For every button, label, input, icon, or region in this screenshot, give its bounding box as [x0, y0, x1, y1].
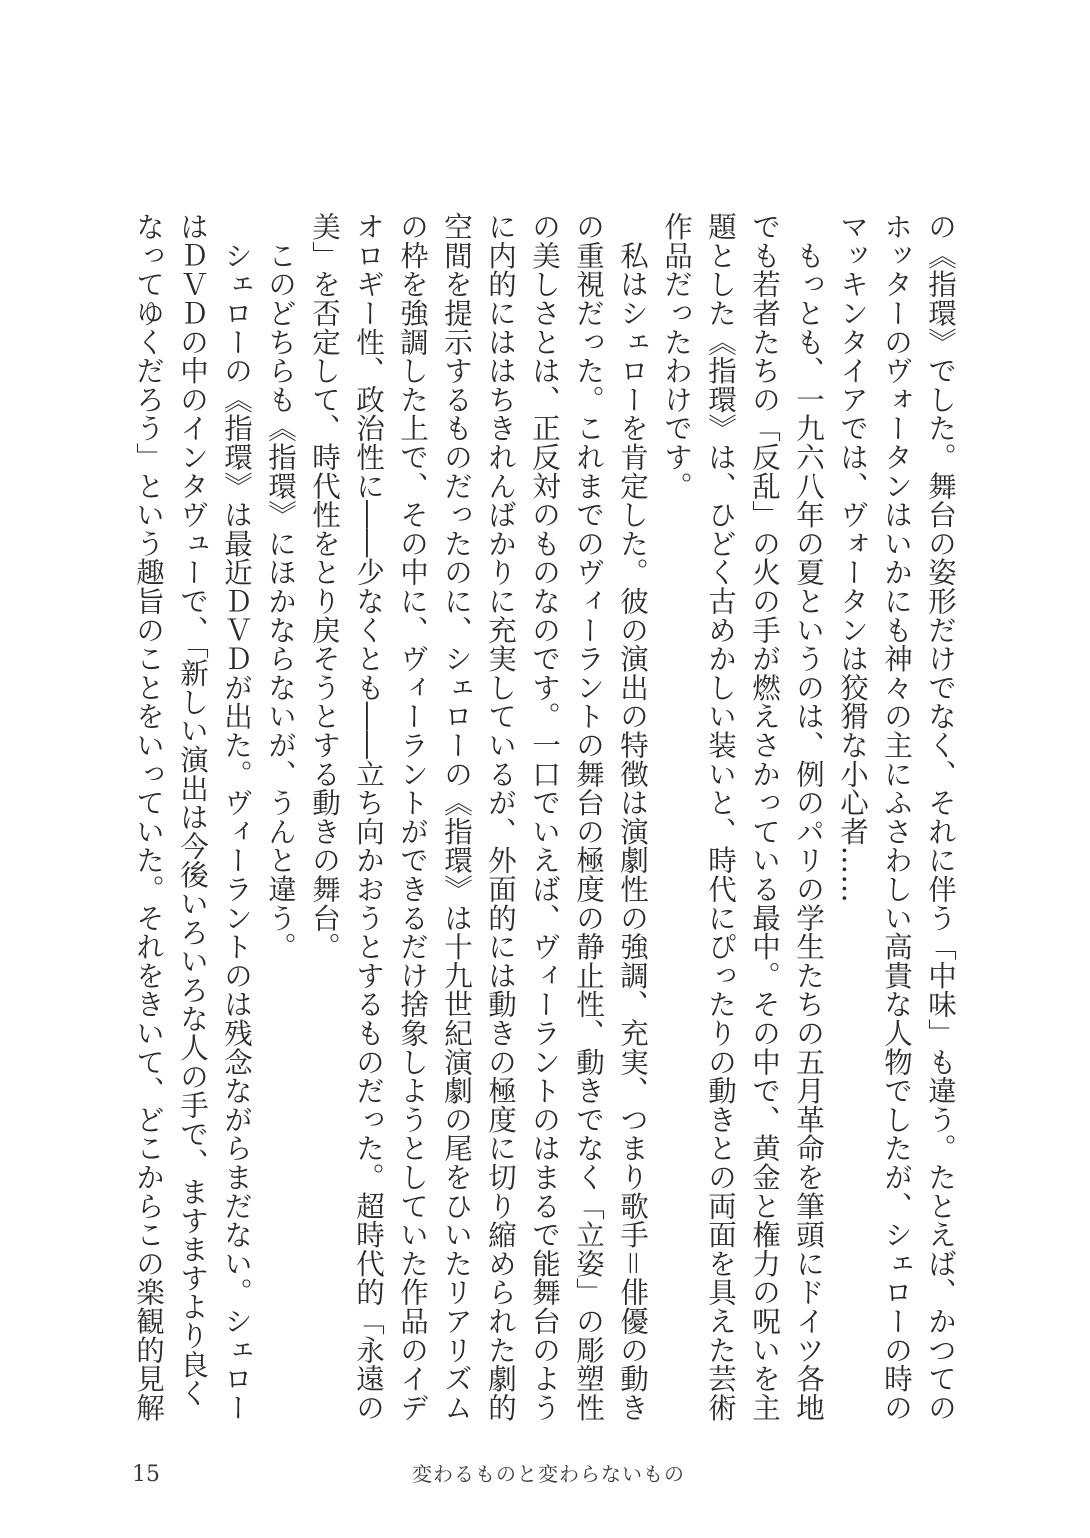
text-column: マッキンタイアでは、ヴォータンは狡猾な小心者…… [836, 212, 869, 904]
text-column: シェローの《指環》は最近ＤＶＤが出た。ヴィーラントのは残念ながらまだない。シェロー [220, 212, 253, 1422]
text-column: はＤＶＤの中のインタヴューで、「新しい演出は今後いろいろな人の手で、ますますより良く [176, 212, 209, 1408]
text-column: の重視だった。これまでのヴィーラントの舞台の極度の静止性、動きでなく「立姿」の彫塑性 [572, 212, 605, 1422]
text-column: でも若者たちの「反乱」の火の手が燃えさかっている最中。その中で、黄金と権力の呪いを主 [748, 212, 781, 1422]
page-number: 15 [132, 1462, 160, 1487]
text-column: このどちらも《指環》にほかならないが、うんと違う。 [264, 212, 297, 961]
text-column: 題とした《指環》は、ひどく古めかしい装いと、時代にぴったりの動きとの両面を具えた芸術 [704, 212, 737, 1422]
body-text [126, 212, 962, 1422]
running-title: 変わるものと変わらないもの [412, 1462, 685, 1486]
text-column: もっとも、一九六八年の夏というのは、例のパリの学生たちの五月革命を筆頭にドイツ各地 [792, 212, 825, 1422]
text-column: の枠を強調した上で、その中に、ヴィーラントができるだけ捨象しようとしていた作品のイデ [396, 212, 429, 1422]
text-column: なってゆくだろう」という趣旨のことをいっていた。それをきいて、どこからこの楽観的見解 [132, 212, 165, 1422]
text-column: に内的にははちきれんばかりに充実しているが、外面的には動きの極度に切り縮められた劇的 [484, 212, 517, 1422]
text-column: ホッターのヴォータンはいかにも神々の主にふさわしい高貴な人物でしたが、シェローの時の [880, 212, 913, 1422]
text-column: 美」を否定して、時代性をとり戻そうとする動きの舞台。 [308, 212, 341, 961]
text-column: 作品だったわけです。 [660, 212, 693, 500]
text-column: 空間を提示するものだったのに、シェローの《指環》は十九世紀演劇の尾をひいたリアリズム [440, 212, 473, 1422]
text-column: の美しさとは、正反対のものなのです。一口でいえば、ヴィーラントのはまるで能舞台のよう [528, 212, 561, 1422]
text-column: オロギー性、政治性に――少なくとも――立ち向かおうとするものだった。超時代的「永遠の [352, 212, 385, 1422]
text-column: 私はシェローを肯定した。彼の演出の特徴は演劇性の強調、充実、つまり歌手＝俳優の動き [616, 212, 649, 1422]
text-column: の《指環》でした。舞台の姿形だけでなく、それに伴う「中味」も違う。たとえば、かつての [924, 212, 957, 1422]
